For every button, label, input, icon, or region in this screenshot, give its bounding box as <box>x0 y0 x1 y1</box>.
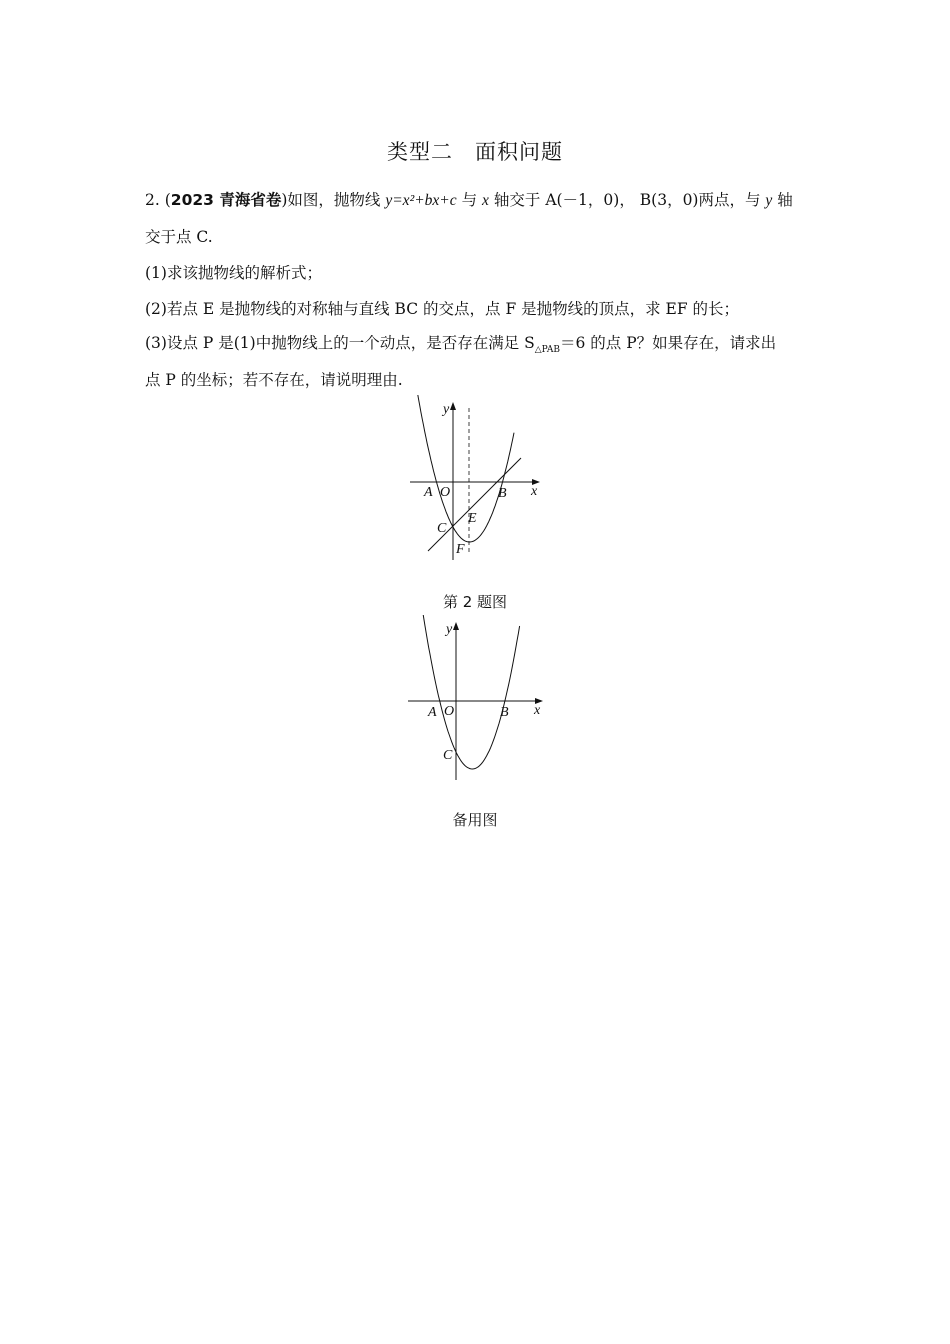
figure-1-graph <box>400 395 560 570</box>
question-3 <box>145 333 776 360</box>
text: (3)设点 P 是(1)中抛物线上的一个动点，是否存在满足 S <box>145 334 535 352</box>
label-c: C <box>443 748 453 763</box>
label-f: F <box>456 542 465 557</box>
equation: y=x²+bx+c <box>385 192 457 209</box>
text: x <box>482 192 489 209</box>
parabola <box>413 395 514 542</box>
point-b: B(3，0)两点，与 <box>639 191 761 209</box>
label-a: A <box>424 485 433 500</box>
y-arrow-icon <box>453 622 459 630</box>
question-3-line-2: 点 P 的坐标；若不存在，请说明理由. <box>145 371 403 389</box>
figure-1-caption: 第 2 题图 <box>442 593 508 611</box>
y-arrow-icon <box>450 402 456 410</box>
question-1: (1)求该抛物线的解析式； <box>145 264 322 282</box>
question-2: (2)若点 E 是抛物线的对称轴与直线 BC 的交点，点 F 是抛物线的顶点，求 EF 的长； <box>145 300 740 318</box>
problem-source: 2023 青海省卷 <box>170 191 282 209</box>
label-y: y <box>443 402 450 417</box>
label-x: x <box>531 484 538 499</box>
parabola <box>423 615 520 769</box>
label-b: B <box>498 486 507 501</box>
label-b: B <box>500 705 509 720</box>
text: 轴交于 <box>493 191 541 209</box>
label-y: y <box>446 622 453 637</box>
point-a: A(－1，0)， <box>545 191 635 209</box>
subscript: △PAB <box>534 345 561 356</box>
line-bc <box>428 458 521 551</box>
label-a: A <box>428 705 437 720</box>
problem-number: 2. <box>145 191 160 209</box>
label-c: C <box>437 521 447 536</box>
text: 轴 <box>777 191 793 209</box>
text: ＝6 的点 P？如果存在，请求出 <box>560 334 777 352</box>
label-o: O <box>440 485 451 500</box>
label-x: x <box>534 703 541 718</box>
label-e: E <box>468 511 477 526</box>
text: y <box>765 192 773 209</box>
figure-2-caption: 备用图 <box>452 811 498 829</box>
problem-line-1: 2. (2023 青海省卷)如图，抛物线 y=x²+bx+c 与 x 轴交于 A(－1，0)， B(3，0)两点，与 y 轴 <box>145 191 793 209</box>
problem-line-2: 交于点 C. <box>145 228 213 246</box>
text: 与 <box>461 191 478 209</box>
text: 如图，抛物线 <box>287 191 381 209</box>
figure-2-graph <box>400 615 560 790</box>
label-o: O <box>444 704 455 719</box>
section-title: 类型二 面积问题 <box>387 140 563 164</box>
